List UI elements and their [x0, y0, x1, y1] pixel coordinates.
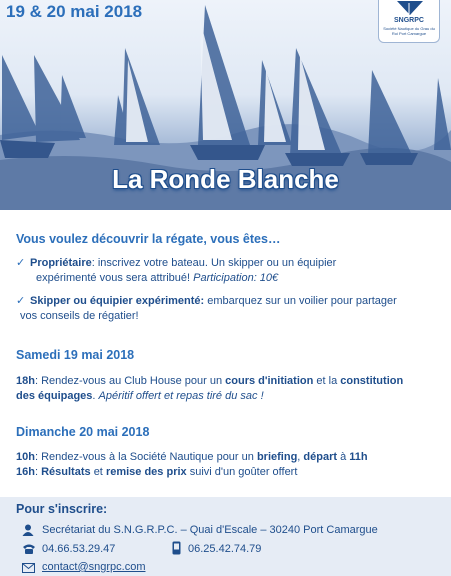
intro-lead: Vous voulez découvrir la régate, vous êtes…	[16, 232, 281, 246]
saturday-program: 18h: Rendez-vous au Club House pour un cours d'initiation et la constitution des équipages. Apéritif offert et repas tiré du sac !	[16, 375, 404, 402]
constitution-label: constitution	[340, 375, 404, 387]
equipages-label: des équipages	[16, 390, 93, 402]
term-skipper: Skipper ou équipier expérimenté:	[30, 295, 205, 307]
phone-icon	[22, 543, 36, 555]
person-icon	[22, 524, 34, 536]
item2-text: embarquez sur un voilier pour partager	[207, 295, 397, 307]
saturday-text-2: et la	[316, 375, 338, 387]
logo-name: SNGRPC	[394, 17, 424, 24]
sunday-et: et	[93, 466, 103, 478]
course-label: cours d'initiation	[225, 375, 314, 387]
mobile-phone-icon	[172, 541, 181, 555]
briefing-label: briefing	[256, 451, 298, 463]
mobile-number[interactable]: 06.25.42.74.79	[188, 543, 262, 555]
saturday-time: 18h	[16, 375, 35, 387]
contact-section	[0, 497, 451, 576]
sunday-program: 10h: Rendez-vous à la Société Nautique pour un briefing, départ à 11h 16h: Résultats et remise des prix suivi d'un goûter offert	[16, 451, 368, 478]
sunday-text-2: suivi d'un goûter offert	[189, 466, 298, 478]
flag-icon	[379, 0, 439, 18]
results-label: Résultats	[41, 466, 91, 478]
participation-price: Participation: 10€	[193, 272, 279, 284]
item1-text-2: expérimenté vous sera attribué!	[36, 272, 191, 284]
depart-label: départ	[303, 451, 338, 463]
apero-text: Apéritif offert et repas tiré du sac !	[98, 390, 264, 402]
address-text: Secrétariat du S.N.G.R.P.C. – Quai d'Escale – 30240 Port Camargue	[42, 524, 378, 536]
logo-subtitle: Société Nautique du Grau du Roi Port Camargue	[383, 26, 435, 36]
email-link[interactable]: contact@sngrpc.com	[42, 561, 146, 573]
check-icon: ✓	[16, 257, 26, 269]
event-date: 19 & 20 mai 2018	[6, 2, 143, 21]
item1-text: : inscrivez votre bateau. Un skipper ou un équipier	[91, 257, 337, 269]
depart-time: 11h	[349, 451, 368, 463]
list-item-skipper	[16, 294, 397, 324]
hero-banner	[0, 0, 451, 210]
phone-number[interactable]: 04.66.53.29.47	[42, 543, 116, 555]
remise-label: remise des prix	[105, 466, 187, 478]
event-title: La Ronde Blanche	[112, 164, 339, 194]
term-proprietaire: Propriétaire	[30, 257, 92, 269]
sunday-text: : Rendez-vous à la Société Nautique pour un	[34, 451, 254, 463]
saturday-title: Samedi 19 mai 2018	[16, 348, 135, 362]
check-icon: ✓	[16, 295, 26, 307]
club-logo	[378, 0, 440, 43]
sunday-time-2: 16h	[16, 466, 35, 478]
sunday-time-1: 10h	[16, 451, 35, 463]
list-item-proprietaire	[16, 256, 336, 286]
contact-title: Pour s'inscrire:	[16, 502, 108, 516]
sunday-title: Dimanche 20 mai 2018	[16, 425, 150, 439]
item2-text-2: vos conseils de régatier!	[20, 310, 139, 322]
saturday-text: : Rendez-vous au Club House pour un	[34, 375, 223, 387]
mail-icon	[22, 563, 35, 573]
